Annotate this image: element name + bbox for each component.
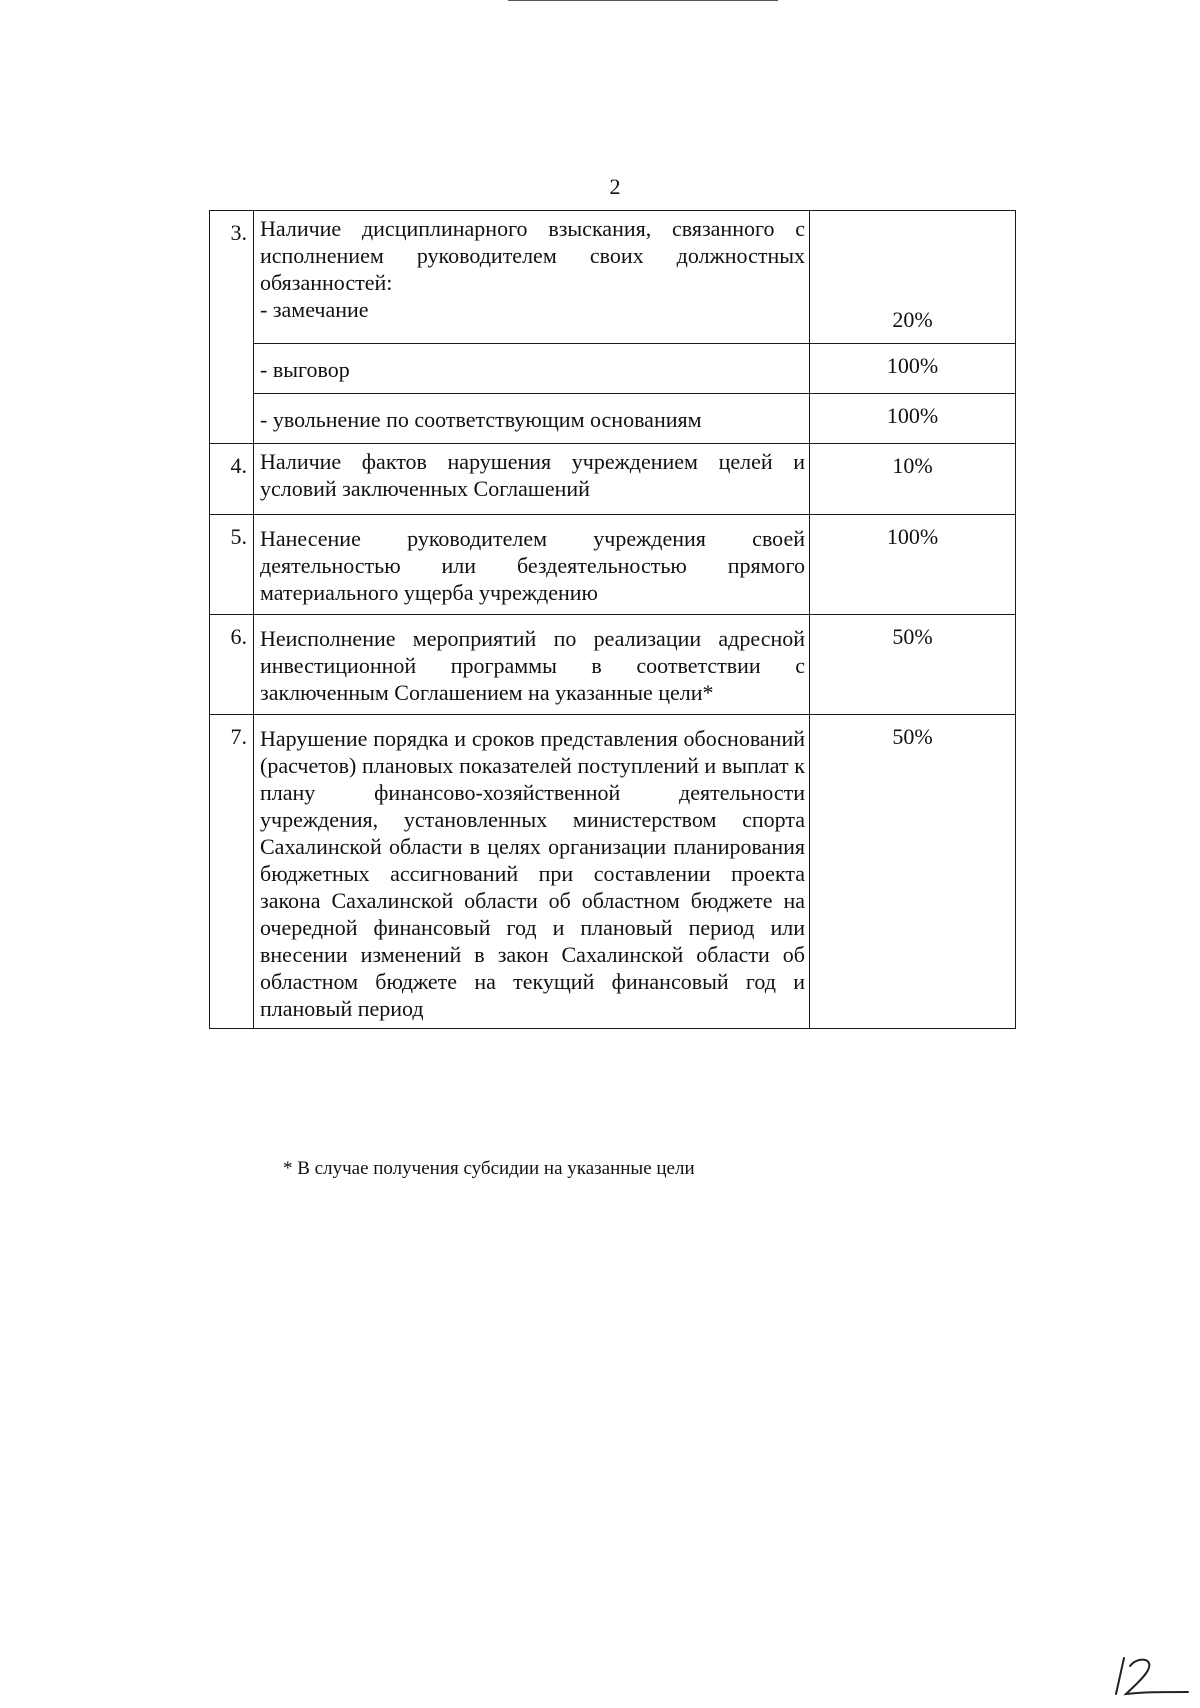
row-number: 3. — [210, 211, 254, 444]
table-row — [210, 444, 1016, 515]
row-value: 100% — [810, 394, 1016, 444]
row-value: 50% — [810, 615, 1016, 715]
row-value: 10% — [810, 444, 1016, 515]
row-number: 7. — [210, 715, 254, 1029]
table-row — [210, 615, 1016, 715]
row-text: Неисполнение мероприятий по реализации адресной инвестиционной программы в соответствии с заключенным Соглашением на указанные цели* — [254, 615, 810, 715]
table-row — [210, 515, 1016, 615]
top-rule — [508, 0, 778, 1]
table-row — [210, 715, 1016, 1029]
table-row — [210, 344, 1016, 394]
row-text — [254, 211, 810, 344]
penalty-table — [209, 210, 1015, 1029]
row-number: 4. — [210, 444, 254, 515]
row-value: 50% — [810, 715, 1016, 1029]
table-row — [210, 394, 1016, 444]
row-value: 20% — [810, 211, 1016, 344]
row-number: 6. — [210, 615, 254, 715]
penalty-table-grid — [209, 210, 1016, 1029]
page-number: 2 — [609, 174, 621, 199]
row-text: Наличие фактов нарушения учреждением целей и условий заключенных Соглашений — [254, 444, 810, 515]
table-row — [210, 211, 1016, 344]
row-value: 100% — [810, 515, 1016, 615]
row-text: Нанесение руководителем учреждения своей деятельностью или бездеятельностью прямого материального ущерба учреждению — [254, 515, 810, 615]
row-subtext: - увольнение по соответствующим основаниям — [254, 394, 810, 444]
footnote: * В случае получения субсидии на указанные цели — [283, 1158, 695, 1179]
handwritten-page-mark — [1112, 1654, 1192, 1698]
row-text: Нарушение порядка и сроков представления обоснований (расчетов) плановых показателей поступлений и выплат к плану финансово-хозяйственной деятельности учреждения, установленных министерством спорта Сахалинской области в целях организации планирования бюджетных ассигнований при составлении проекта закона Сахалинской области об областном бюджете на очередной финансовый год и плановый период или внесении изменений в закон Сахалинской области об областном бюджете на текущий финансовый год и плановый период — [254, 715, 810, 1029]
row-value: 100% — [810, 344, 1016, 394]
row-text-main: Наличие дисциплинарного взыскания, связанного с исполнением руководителем своих должностных обязанностей: — [260, 216, 805, 295]
row-subtext: - выговор — [254, 344, 810, 394]
row-number: 5. — [210, 515, 254, 615]
row-subtext: - замечание — [260, 297, 369, 322]
